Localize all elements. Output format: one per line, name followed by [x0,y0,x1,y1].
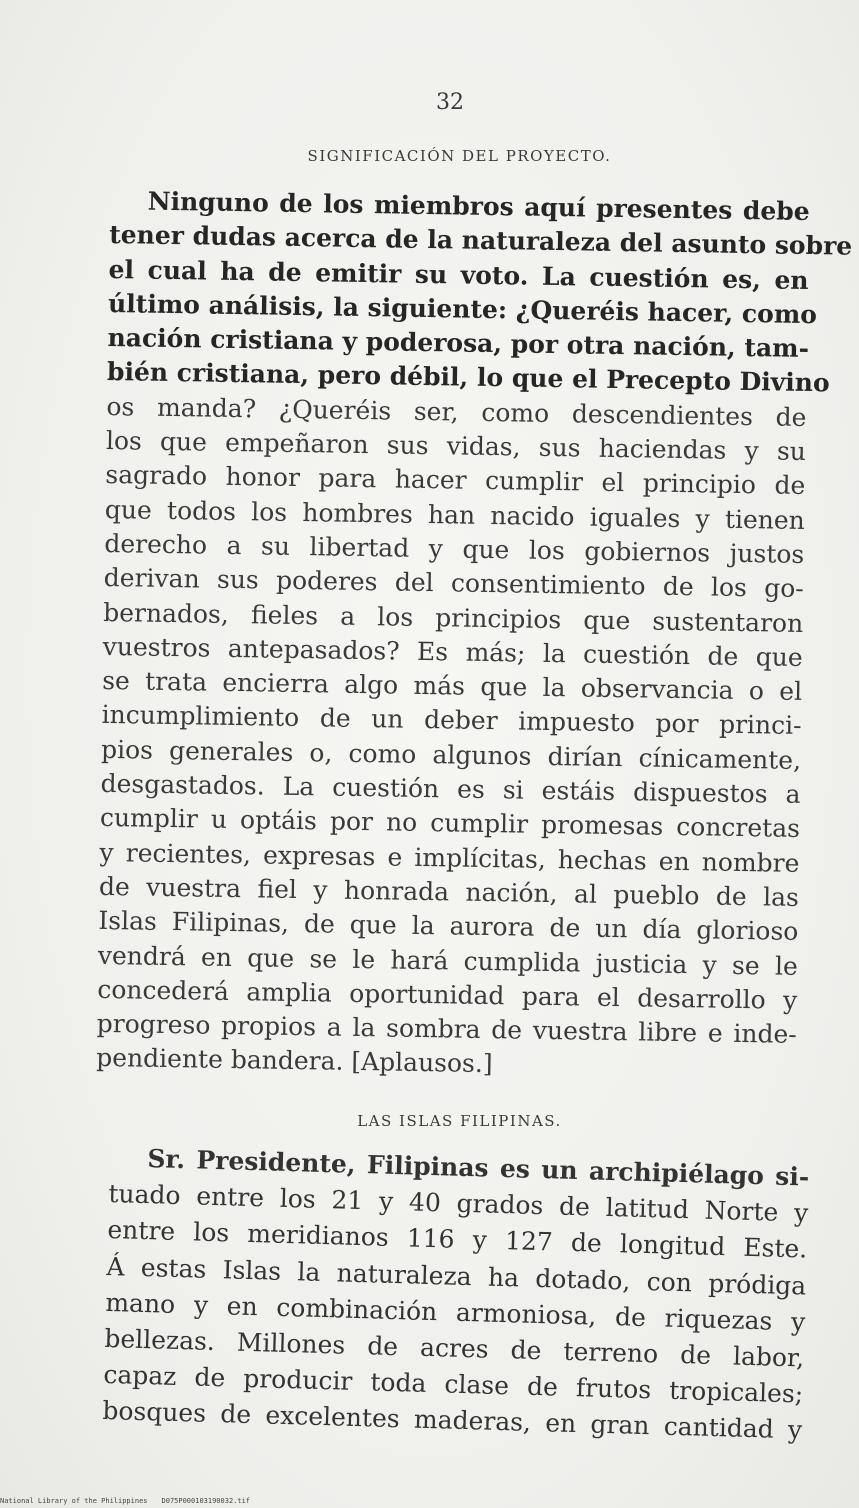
text-line: nación cristiana y poderosa, por otra nación, tam- [107,323,810,364]
paragraph-islas-filipinas [102,1140,810,1449]
text-line: Islas Filipinas, de que la aurora de un día glorioso [98,906,799,947]
text-line: progreso propios a la sombra de vuestra libre e inde- [96,1009,797,1050]
text-line: que todos los hombres han nacido iguales y tienen [104,494,806,535]
text-line: concederá amplia oportunidad para el desarrollo y [97,974,798,1015]
text-line: os manda? ¿Queréis ser, como descendientes de [106,391,807,432]
section-heading-islas-filipinas: LAS ISLAS FILIPINAS. [357,1112,562,1130]
text-line: pendiente bandera. [Aplausos.] [96,1043,493,1079]
text-line: se trata encierra algo más que la observancia o el [101,666,803,707]
library-credit: National Library of the Philippines [0,1497,148,1505]
text-line: sagrado honor para hacer cumplir el principio de [105,460,806,501]
text-line: capaz de producir toda clase de frutos tropicales; [103,1360,804,1409]
file-name: D075P000103190032.tif [161,1497,251,1505]
text-line: bellezas. Millones de acres de terreno de labor, [104,1323,805,1373]
section-heading-significacion: SIGNIFICACIÓN DEL PROYECTO. [307,147,612,165]
text-line: derivan sus poderes del consentimiento de los go- [103,563,804,604]
text-line: tuado entre los 21 y 40 grados de latitud Norte y [108,1179,809,1228]
text-line: Ninguno de los miembros aquí presentes debe [147,186,810,226]
text-line: y recientes, expresas e implícitas, hechas en nombre [99,837,800,878]
text-line: derecho a su libertad y que los gobiernos justos [104,528,805,569]
text-line: último análisis, la siguiente: ¿Queréis hacer, como [107,288,818,330]
text-line: Sr. Presidente, Filipinas es un archipiélago si- [147,1144,810,1192]
paragraph-significacion [96,184,853,1087]
text-line: de vuestra fiel y honrada nación, al pueblo de las [98,871,800,912]
text-line: desgastados. La cuestión es si estáis dispuestos a [100,768,801,809]
text-line: vuestros antepasados? Es más; la cuestión de que [102,631,803,672]
page-number: 32 [436,90,464,115]
text-line: tener dudas acerca de la naturaleza del asunto sobre [108,220,853,261]
text-line: bernados, fieles a los principios que sustentaron [103,597,804,638]
scan-footer [0,1497,250,1505]
text-line: mano y en combinación armoniosa, de riquezas y [105,1287,806,1337]
text-line: cumplir u optáis por no cumplir promesas concretas [99,803,801,844]
text-line: bién cristiana, pero débil, lo que el Precepto Divino [106,357,830,398]
text-line: el cual ha de emitir su voto. La cuestión es, en [108,254,809,295]
text-line: bosques de excelentes maderas, en gran cantidad y [102,1396,803,1445]
text-line: incumplimiento de un deber impuesto por princi- [101,700,802,741]
text-line: los que empeñaron sus vidas, sus haciendas y su [105,426,807,467]
text-line: vendrá en que se le hará cumplida justicia y se le [97,940,799,981]
text-line: Á estas Islas la naturaleza ha dotado, con pródiga [106,1251,807,1301]
text-line: entre los meridianos 116 y 127 de longitud Este. [107,1215,808,1264]
text-line: pios generales o, como algunos dirían cínicamente, [100,734,802,775]
